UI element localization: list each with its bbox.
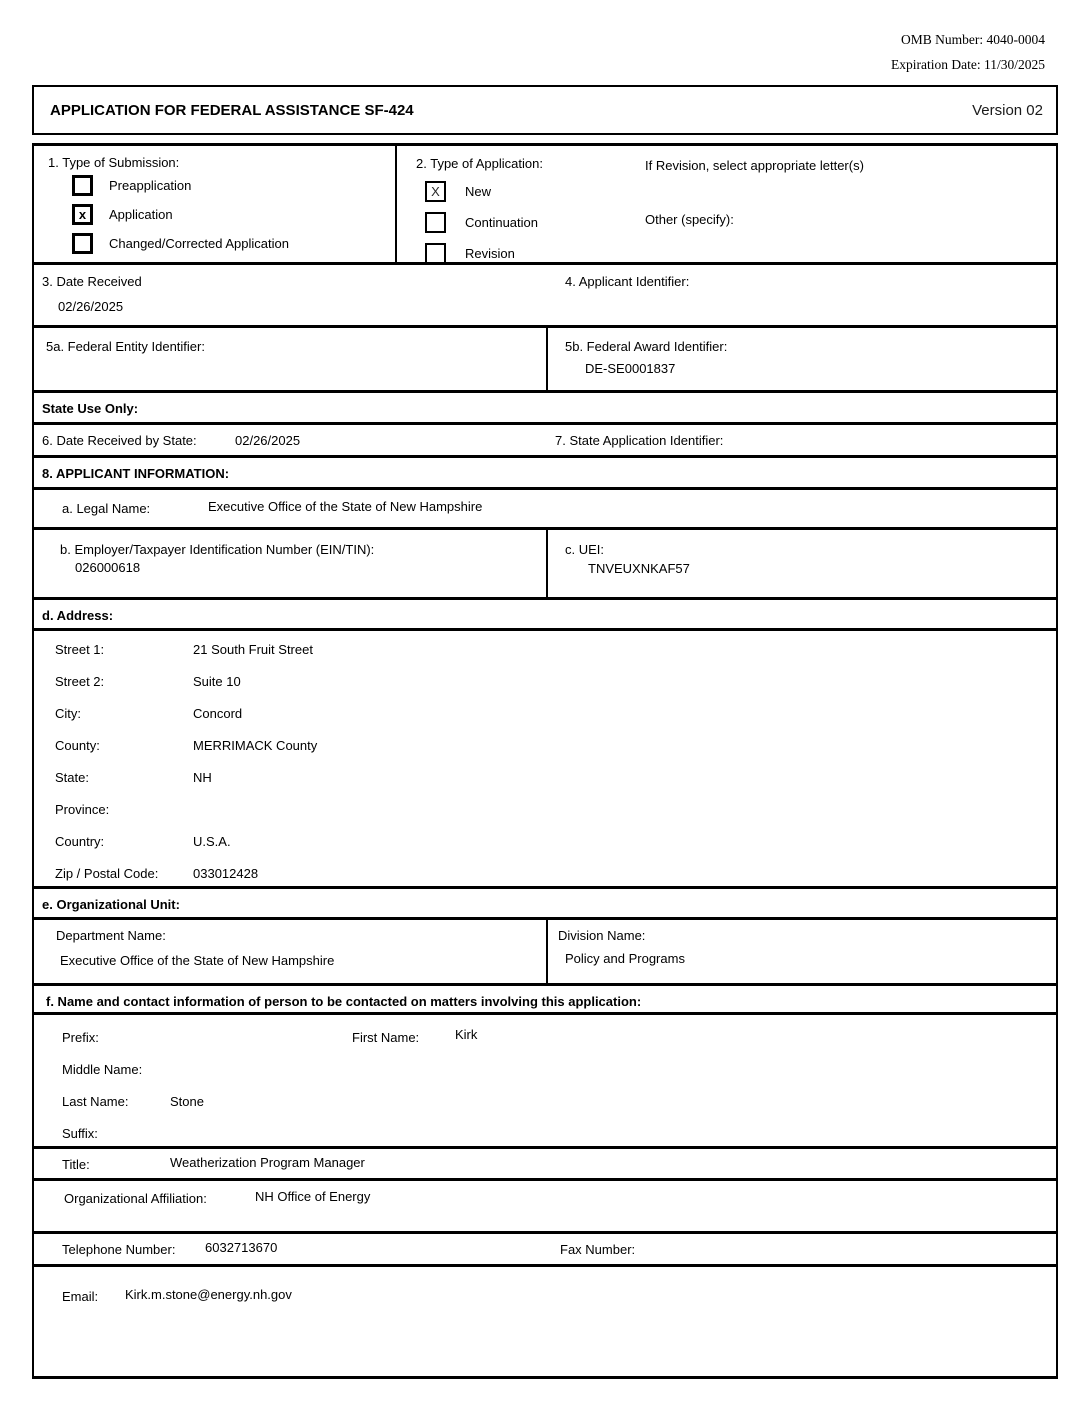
federal-entity-identifier-label: 5a. Federal Entity Identifier: [46,339,205,354]
new-label: New [465,184,492,199]
type-of-submission-label: 1. Type of Submission: [48,155,180,170]
ein-label: b. Employer/Taxpayer Identification Number (EIN/TIN): [60,542,375,557]
form-title-bar [32,85,1058,135]
department-name-label: Department Name: [56,928,166,943]
division-name-value: Policy and Programs [565,951,685,966]
country-label: Country: [55,833,105,849]
city-label: City: [55,705,81,721]
new-checkbox[interactable]: X [425,181,446,202]
state-use-only-header [34,393,1056,425]
address-street1-line [34,633,1056,665]
state-label: State: [55,769,89,785]
street2-label: Street 2: [55,673,105,689]
form-title: APPLICATION FOR FEDERAL ASSISTANCE SF-424 [50,101,414,119]
province-label: Province: [55,801,110,817]
uei-value: TNVEUXNKAF57 [588,561,690,576]
other-specify-label: Other (specify): [645,212,734,227]
address-block [34,631,1056,889]
telephone-value: 6032713670 [205,1240,278,1255]
legal-name-value: Executive Office of the State of New Hampshire [208,499,483,514]
middle-name-line [34,1053,1056,1085]
email-row [34,1267,1056,1376]
address-street2-line [34,665,1056,697]
changed-corrected-label: Changed/Corrected Application [109,236,289,251]
address-country-line [34,825,1056,857]
address-header [34,600,1056,631]
country-value: U.S.A. [193,833,231,849]
application-checkbox[interactable]: x [72,204,93,225]
applicant-identifier-label: 4. Applicant Identifier: [565,274,690,289]
fax-label: Fax Number: [560,1242,636,1257]
contact-section-header [34,986,1056,1015]
state-use-only-label: State Use Only: [42,401,139,416]
telephone-fax-row [34,1234,1056,1267]
applicant-information-label: 8. APPLICANT INFORMATION: [42,466,230,481]
prefix-label: Prefix: [62,1029,99,1045]
ein-value: 026000618 [75,560,141,575]
division-name-label: Division Name: [558,928,646,943]
type-of-submission-section [34,146,397,264]
address-state-line [34,761,1056,793]
preapplication-label: Preapplication [109,178,192,193]
street1-value: 21 South Fruit Street [193,641,313,657]
submission-application-row [34,146,1056,265]
changed-corrected-checkbox[interactable] [72,233,93,254]
city-value: Concord [193,705,243,721]
application-label: Application [109,207,173,222]
form-version: Version 02 [972,101,1043,119]
street1-label: Street 1: [55,641,105,657]
continuation-checkbox[interactable] [425,212,446,233]
organizational-affiliation-row [34,1181,1056,1234]
department-name-value: Executive Office of the State of New Hampshire [60,953,335,968]
type-of-application-section [397,146,1056,264]
organizational-affiliation-label: Organizational Affiliation: [64,1191,207,1206]
address-province-line [34,793,1056,825]
federal-identifier-row [34,328,1056,393]
zip-value: 033012428 [193,865,259,881]
street2-value: Suite 10 [193,673,241,689]
department-division-row [34,920,1056,986]
date-received-row [34,265,1056,328]
middle-name-label: Middle Name: [62,1061,143,1077]
date-received-by-state-value: 02/26/2025 [235,433,301,448]
county-value: MERRIMACK County [193,737,318,753]
date-received-label: 3. Date Received [42,274,142,289]
address-county-line [34,729,1056,761]
organizational-unit-label: e. Organizational Unit: [42,897,180,912]
applicant-information-header [34,458,1056,490]
expiration-date: Expiration Date: 11/30/2025 [891,57,1045,72]
state-application-identifier-label: 7. State Application Identifier: [555,433,724,448]
organizational-unit-header [34,889,1056,920]
address-city-line [34,697,1056,729]
email-value: Kirk.m.stone@energy.nh.gov [125,1287,292,1302]
email-label: Email: [62,1289,99,1304]
revision-label: Revision [465,246,515,261]
title-value: Weatherization Program Manager [170,1155,365,1170]
county-label: County: [55,737,100,753]
address-zip-line [34,857,1056,889]
state-received-row [34,425,1056,458]
uei-label: c. UEI: [565,542,605,557]
address-section-label: d. Address: [42,608,114,623]
revision-checkbox[interactable] [425,243,446,264]
federal-award-identifier-value: DE-SE0001837 [585,361,676,376]
suffix-line [34,1117,1056,1149]
continuation-label: Continuation [465,215,538,230]
zip-label: Zip / Postal Code: [55,865,159,881]
telephone-label: Telephone Number: [62,1242,176,1257]
contact-name-block [34,1015,1056,1149]
type-of-application-label: 2. Type of Application: [416,156,543,171]
first-name-label: First Name: [352,1029,420,1045]
last-name-label: Last Name: [62,1093,129,1109]
organizational-affiliation-value: NH Office of Energy [255,1189,371,1204]
omb-number: OMB Number: 4040-0004 [901,32,1045,47]
last-name-value: Stone [170,1093,204,1109]
prefix-line [34,1021,1056,1053]
date-received-value: 02/26/2025 [58,299,124,314]
federal-award-identifier-label: 5b. Federal Award Identifier: [565,339,728,354]
revision-note: If Revision, select appropriate letter(s) [645,158,864,173]
state-value: NH [193,769,212,785]
first-name-value: Kirk [455,1027,478,1042]
contact-section-label: f. Name and contact information of person to be contacted on matters involving this application: [46,994,642,1009]
preapplication-checkbox[interactable] [72,175,93,196]
last-name-line [34,1085,1056,1117]
legal-name-label: a. Legal Name: [62,501,151,516]
legal-name-row [34,490,1056,530]
form-body [32,143,1058,1379]
title-label: Title: [62,1157,90,1172]
date-received-by-state-label: 6. Date Received by State: [42,433,197,448]
ein-uei-row [34,530,1056,600]
omb-block [891,27,1045,77]
suffix-label: Suffix: [62,1125,98,1141]
title-row [34,1149,1056,1181]
